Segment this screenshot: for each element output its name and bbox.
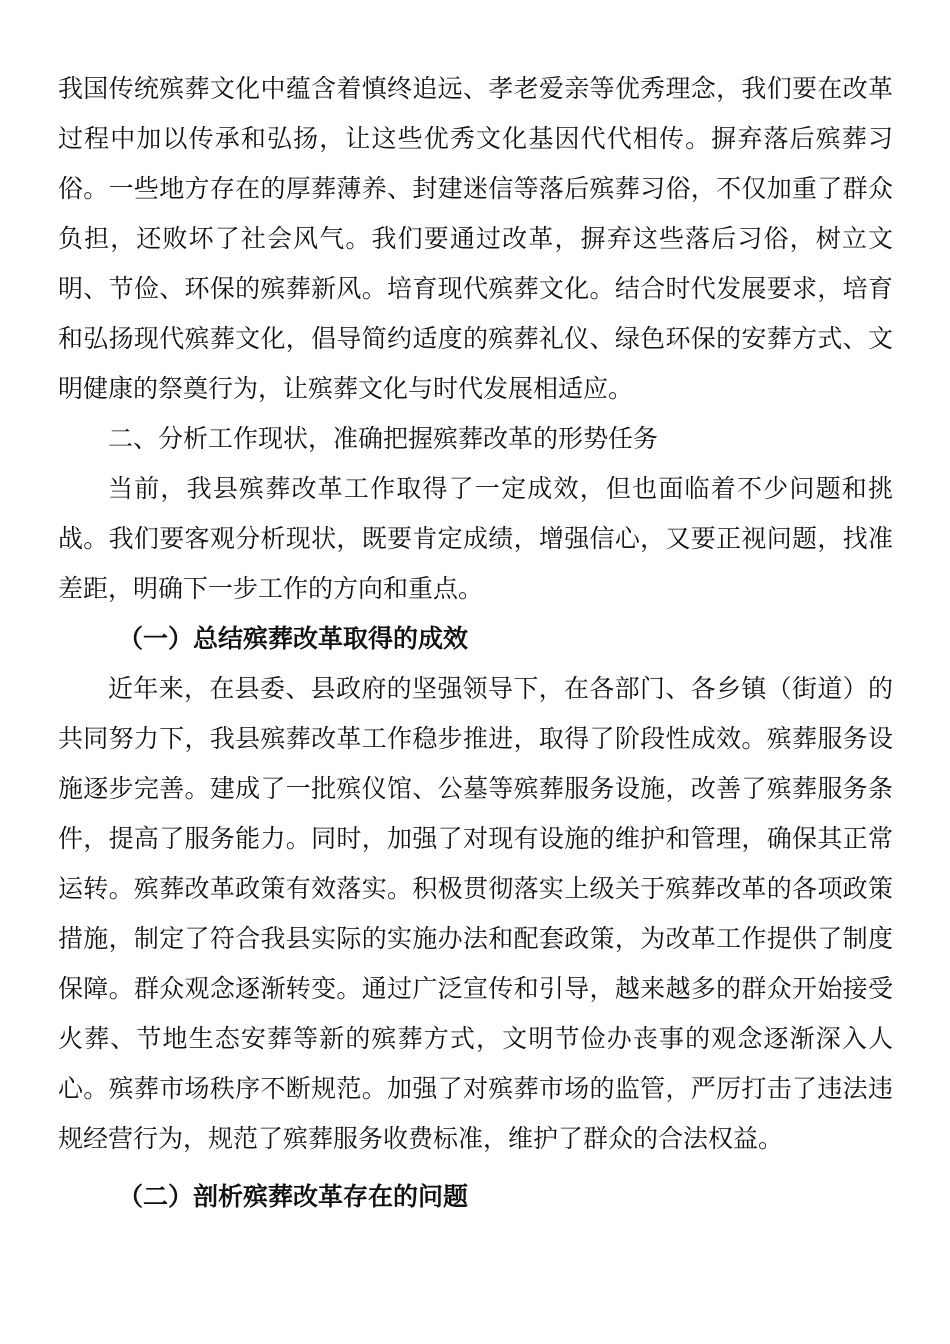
body-paragraph: 当前，我县殡葬改革工作取得了一定成效，但也面临着不少问题和挑战。我们要客观分析现状，既要肯定成绩，增强信心，又要正视问题，找准差距，明确下一步工作的方向和重点。 — [58, 474, 893, 603]
subsection-heading: （一）总结殡葬改革取得的成效 — [118, 624, 469, 653]
document-body — [58, 64, 893, 1222]
body-paragraph: 近年来，在县委、县政府的坚强领导下，在各部门、各乡镇（街道）的共同努力下，我县殡葬改革工作稳步推进，取得了阶段性成效。殡葬服务设施逐步完善。建成了一批殡仪馆、公墓等殡葬服务设施，改善了殡葬服务条件，提高了服务能力。同时，加强了对现有设施的维护和管理，确保其正常运转。殡葬改革政策有效落实。积极贯彻落实上级关于殡葬改革的各项政策措施，制定了符合我县实际的实施办法和配套政策，为改革工作提供了制度保障。群众观念逐渐转变。通过广泛宣传和引导，越来越多的群众开始接受火葬、节地生态安葬等新的殡葬方式，文明节俭办丧事的观念逐渐深入人心。殡葬市场秩序不断规范。加强了对殡葬市场的监管，严厉打击了违法违规经营行为，规范了殡葬服务收费标准，维护了群众的合法权益。 — [58, 674, 893, 1153]
body-paragraph: 我国传统殡葬文化中蕴含着慎终追远、孝老爱亲等优秀理念，我们要在改革过程中加以传承和弘扬，让这些优秀文化基因代代相传。摒弃落后殡葬习俗。一些地方存在的厚葬薄养、封建迷信等落后殡葬习俗，不仅加重了群众负担，还败坏了社会风气。我们要通过改革，摒弃这些落后习俗，树立文明、节俭、环保的殡葬新风。培育现代殡葬文化。结合时代发展要求，培育和弘扬现代殡葬文化，倡导简约适度的殡葬礼仪、绿色环保的安葬方式、文明健康的祭奠行为，让殡葬文化与时代发展相适应。 — [58, 74, 893, 403]
section-heading: 二、分析工作现状，准确把握殡葬改革的形势任务 — [108, 424, 659, 453]
subsection-heading: （二）剖析殡葬改革存在的问题 — [118, 1182, 469, 1211]
